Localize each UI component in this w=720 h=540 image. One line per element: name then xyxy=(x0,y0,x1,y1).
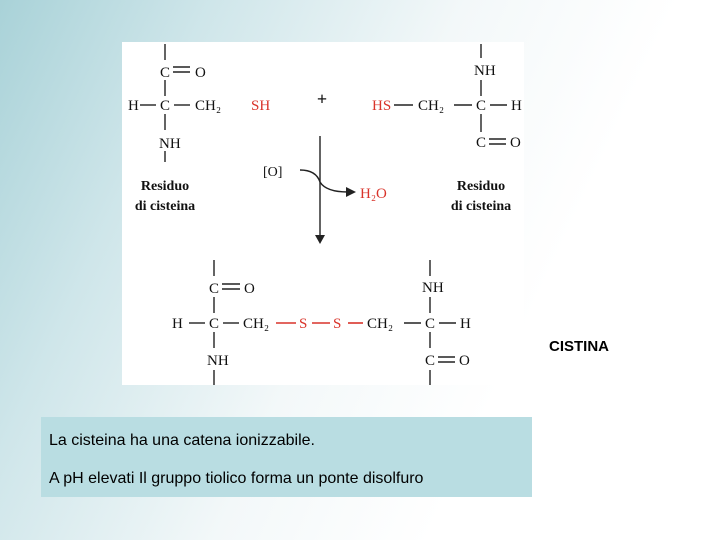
right-carbonyl-c: C xyxy=(475,135,487,151)
product-left-h: H xyxy=(172,316,183,332)
right-carbonyl-o: O xyxy=(510,135,521,151)
right-residue-label-1: Residuo xyxy=(456,179,506,194)
right-h: H xyxy=(511,98,522,114)
product-sulfur-1: S xyxy=(299,316,308,332)
left-residue-label-1: Residuo xyxy=(140,179,190,194)
cysteine-oxidation-diagram xyxy=(122,42,524,385)
product-left-nh: NH xyxy=(207,353,229,369)
product-left-alpha-c: C xyxy=(208,316,220,332)
product-right-ch2: CH₂ xyxy=(367,316,394,332)
product-sulfur-2: S xyxy=(333,316,342,332)
down-arrow-head xyxy=(315,235,325,244)
right-residue-label-2: di cisteina xyxy=(450,199,512,214)
left-residue-label-2: di cisteina xyxy=(134,199,196,214)
left-thiol: SH xyxy=(251,98,271,114)
caption-line-1: La cisteina ha una catena ionizzabile. xyxy=(49,432,315,449)
water-label: H₂O xyxy=(360,186,387,202)
caption-box xyxy=(41,417,532,497)
right-ch2: CH₂ xyxy=(418,98,445,114)
caption-line-2: A pH elevati Il gruppo tiolico forma un ponte disolfuro xyxy=(49,470,424,487)
left-nh: NH xyxy=(159,136,181,152)
right-nh: NH xyxy=(474,63,496,79)
oxidant-label: [O] xyxy=(263,165,283,180)
left-carbonyl-o: O xyxy=(195,65,206,81)
product-right-alpha-c: C xyxy=(424,316,436,332)
right-alpha-c: C xyxy=(475,98,487,114)
product-left-carbonyl-c: C xyxy=(208,281,220,297)
left-alpha-c: C xyxy=(159,98,171,114)
product-right-nh: NH xyxy=(422,280,444,296)
left-carbonyl-c: C xyxy=(159,65,171,81)
plus-sign: + xyxy=(316,89,328,109)
product-right-carbonyl-c: C xyxy=(424,353,436,369)
right-arrow-head xyxy=(346,187,356,197)
cistina-label: CISTINA xyxy=(549,338,609,355)
product-right-h: H xyxy=(460,316,471,332)
left-ch2: CH₂ xyxy=(195,98,222,114)
product-left-carbonyl-o: O xyxy=(244,281,255,297)
right-thiol: HS xyxy=(372,98,392,114)
product-left-ch2: CH₂ xyxy=(243,316,270,332)
left-h: H xyxy=(128,98,139,114)
product-right-carbonyl-o: O xyxy=(459,353,470,369)
